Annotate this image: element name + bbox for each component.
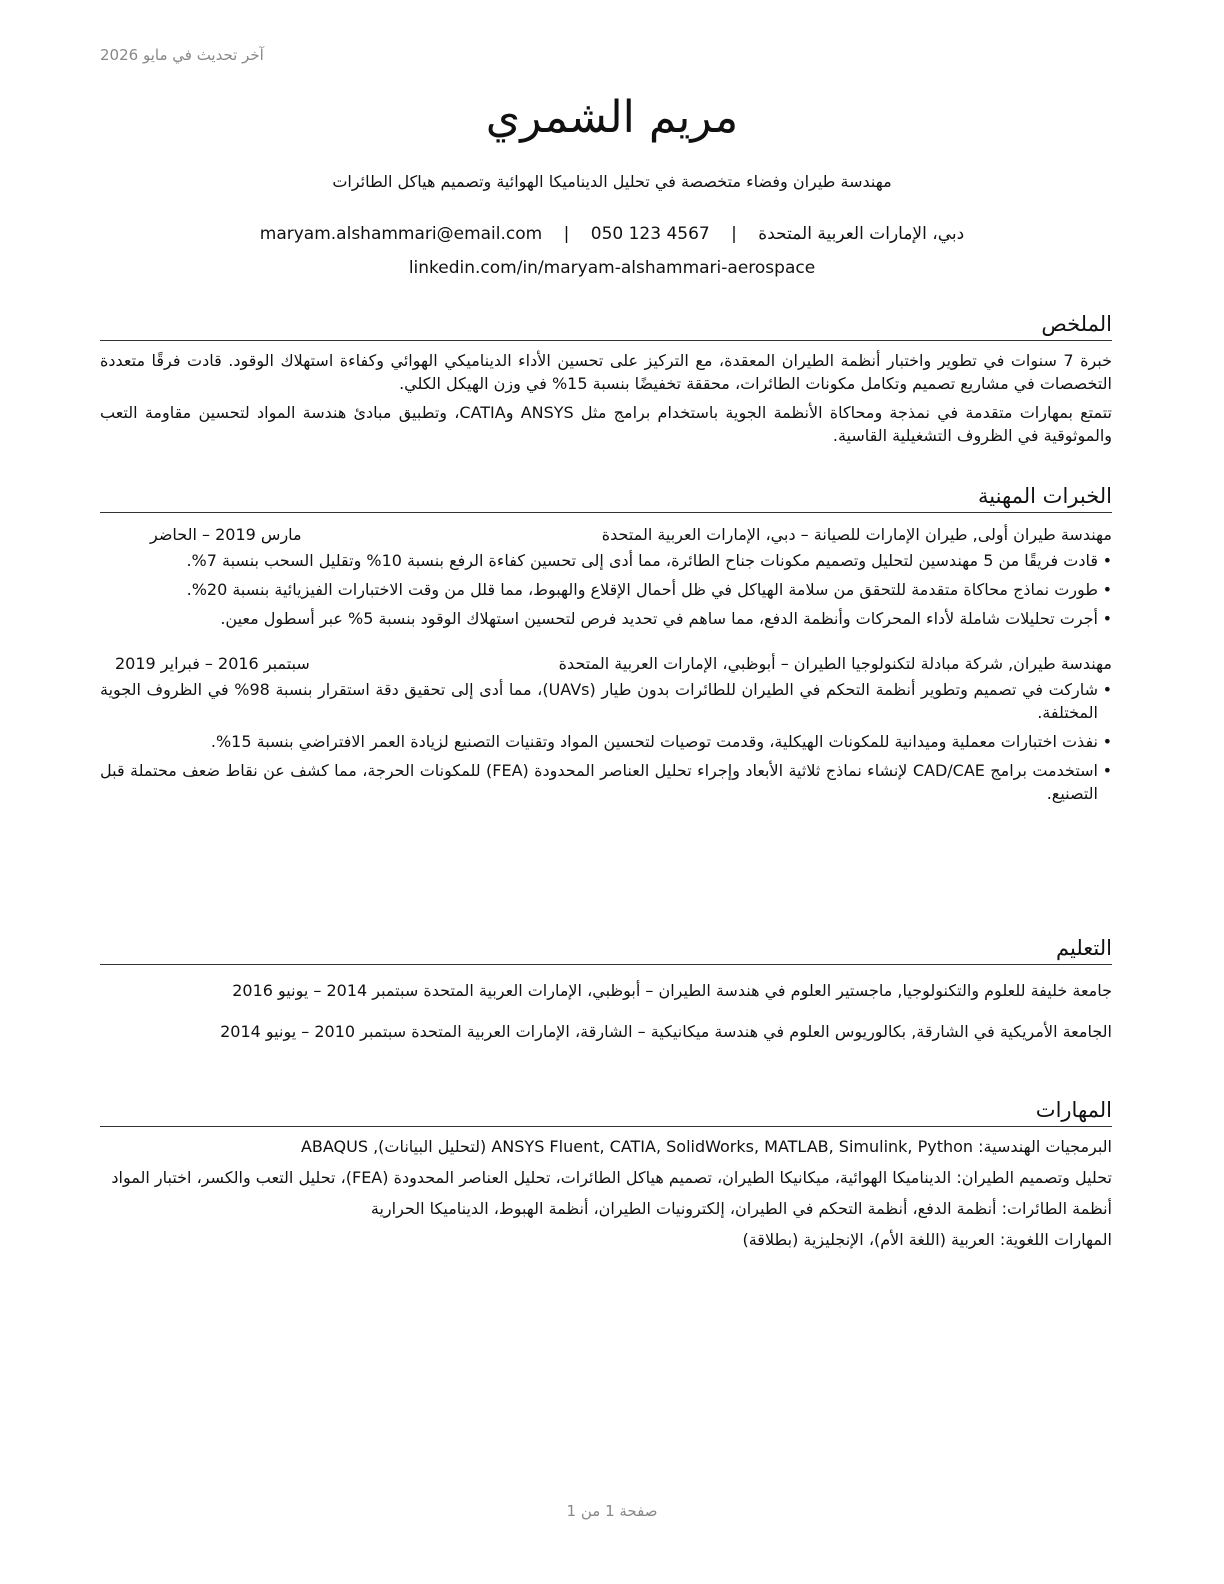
contact-separator: | xyxy=(731,224,737,244)
section-heading-summary: الملخص xyxy=(100,310,1112,341)
job-entry xyxy=(100,523,1112,630)
job-bullets xyxy=(100,549,1112,630)
contact-separator: | xyxy=(563,224,570,244)
summary-section xyxy=(100,310,1112,447)
contact-location: دبي، الإمارات العربية المتحدة xyxy=(758,224,965,244)
job-bullet: • استخدمت برامج CAD/CAE لإنشاء نماذج ثلاثية الأبعاد وإجراء تحليل العناصر المحدودة (FEA) للمكونات الحرجة، مما كشف عن نقاط ضعف محتملة قبل التصنيع. xyxy=(100,759,1112,805)
job-header xyxy=(100,523,1112,547)
job-dates: سبتمبر 2016 – فبراير 2019 xyxy=(115,654,310,673)
education-item: الجامعة الأمريكية في الشارقة, بكالوريوس العلوم في هندسة ميكانيكية – الشارقة، الإمارات العربية المتحدة سبتمبر 2010 – يونيو 2014 xyxy=(220,1022,1112,1041)
education-section xyxy=(100,934,1112,1043)
summary-paragraph: تتمتع بمهارات متقدمة في نمذجة ومحاكاة الأنظمة الجوية باستخدام برامج مثل ANSYS وCATIA، وتطبيق مبادئ هندسة المواد لتحسين مقاومة التعب والموثوقية في الظروف التشغيلية القاسية. xyxy=(100,403,1113,445)
job-bullet: • طورت نماذج محاكاة متقدمة للتحقق من سلامة الهياكل في ظل أحمال الإقلاع والهبوط، مما قلل من وقت الاختبارات الفيزيائية بنسبة 20%. xyxy=(100,578,1112,601)
section-heading-experience: الخبرات المهنية xyxy=(100,482,1112,513)
section-heading-education: التعليم xyxy=(100,934,1112,965)
summary-paragraph: خبرة 7 سنوات في تطوير واختبار أنظمة الطيران المعقدة، مع التركيز على تحسين الأداء الديناميكي الهوائي وكفاءة استهلاك الوقود. قادت فرقًا متعددة التخصصات في مشاريع تصميم وتكامل مكونات الطائرات، محققة تخفيضًا بنسبة 15% في وزن الهيكل الكلي. xyxy=(100,351,1113,393)
job-header xyxy=(100,652,1112,676)
job-bullet: • شاركت في تصميم وتطوير أنظمة التحكم في الطيران للطائرات بدون طيار (UAVs)، مما أدى إلى تحقيق دقة استقرار بنسبة 98% في الظروف الجوية المختلفة. xyxy=(100,678,1112,724)
linkedin-link[interactable]: linkedin.com/in/maryam-alshammari-aerospace xyxy=(408,258,816,278)
skill-line: المهارات اللغوية: العربية (اللغة الأم)، الإنجليزية (بطلاقة) xyxy=(742,1230,1112,1249)
last-updated-note: آخر تحديث في مايو 2026 xyxy=(100,46,264,64)
professional-subtitle: مهندسة طيران وفضاء متخصصة في تحليل الديناميكا الهوائية وتصميم هياكل الطائرات xyxy=(332,172,892,191)
education-item: جامعة خليفة للعلوم والتكنولوجيا, ماجستير العلوم في هندسة الطيران – أبوظبي، الإمارات العربية المتحدة سبتمبر 2014 – يونيو 2016 xyxy=(232,981,1112,1000)
job-bullet: • قادت فريقًا من 5 مهندسين لتحليل وتصميم مكونات جناح الطائرة، مما أدى إلى تحسين كفاءة الرفع بنسبة 10% وتقليل السحب بنسبة 7%. xyxy=(100,549,1112,572)
candidate-name: مريم الشمري xyxy=(485,92,739,143)
skill-line: أنظمة الطائرات: أنظمة الدفع، أنظمة التحكم في الطيران، إلكترونيات الطيران، أنظمة الهبوط، الديناميكا الحرارية xyxy=(370,1199,1112,1218)
contact-line xyxy=(0,224,1224,244)
job-title: مهندسة طيران, شركة مبادلة لتكنولوجيا الطيران – أبوظبي، الإمارات العربية المتحدة xyxy=(558,654,1112,673)
skill-line: البرمجيات الهندسية: ANSYS Fluent, CATIA, SolidWorks, MATLAB, Simulink, Python (لتحليل البيانات), ABAQUS xyxy=(300,1137,1112,1156)
job-bullet: • نفذت اختبارات معملية وميدانية للمكونات الهيكلية، وقدمت توصيات لتحسين المواد وتقنيات التصنيع لزيادة العمر الافتراضي بنسبة 15%. xyxy=(100,730,1112,753)
job-bullet: • أجرت تحليلات شاملة لأداء المحركات وأنظمة الدفع، مما ساهم في تحديد فرص لتحسين استهلاك الوقود بنسبة 5% عبر أسطول معين. xyxy=(100,607,1112,630)
job-dates: مارس 2019 – الحاضر xyxy=(150,525,302,544)
contact-email[interactable]: maryam.alshammari@email.com xyxy=(259,224,543,244)
job-bullets xyxy=(100,678,1112,805)
experience-section xyxy=(100,482,1112,811)
skills-section xyxy=(100,1096,1112,1251)
skill-line: تحليل وتصميم الطيران: الديناميكا الهوائية، ميكانيكا الطيران، تصميم هياكل الطائرات، تحليل العناصر المحدودة (FEA)، تحليل التعب والكسر، اختبار المواد xyxy=(111,1168,1112,1187)
job-entry xyxy=(100,652,1112,805)
job-title: مهندسة طيران أولى, طيران الإمارات للصيانة – دبي، الإمارات العربية المتحدة xyxy=(601,525,1112,544)
page-number: صفحة 1 من 1 xyxy=(566,1502,658,1520)
section-heading-skills: المهارات xyxy=(100,1096,1112,1127)
contact-phone[interactable]: 050 123 4567 xyxy=(590,224,710,244)
